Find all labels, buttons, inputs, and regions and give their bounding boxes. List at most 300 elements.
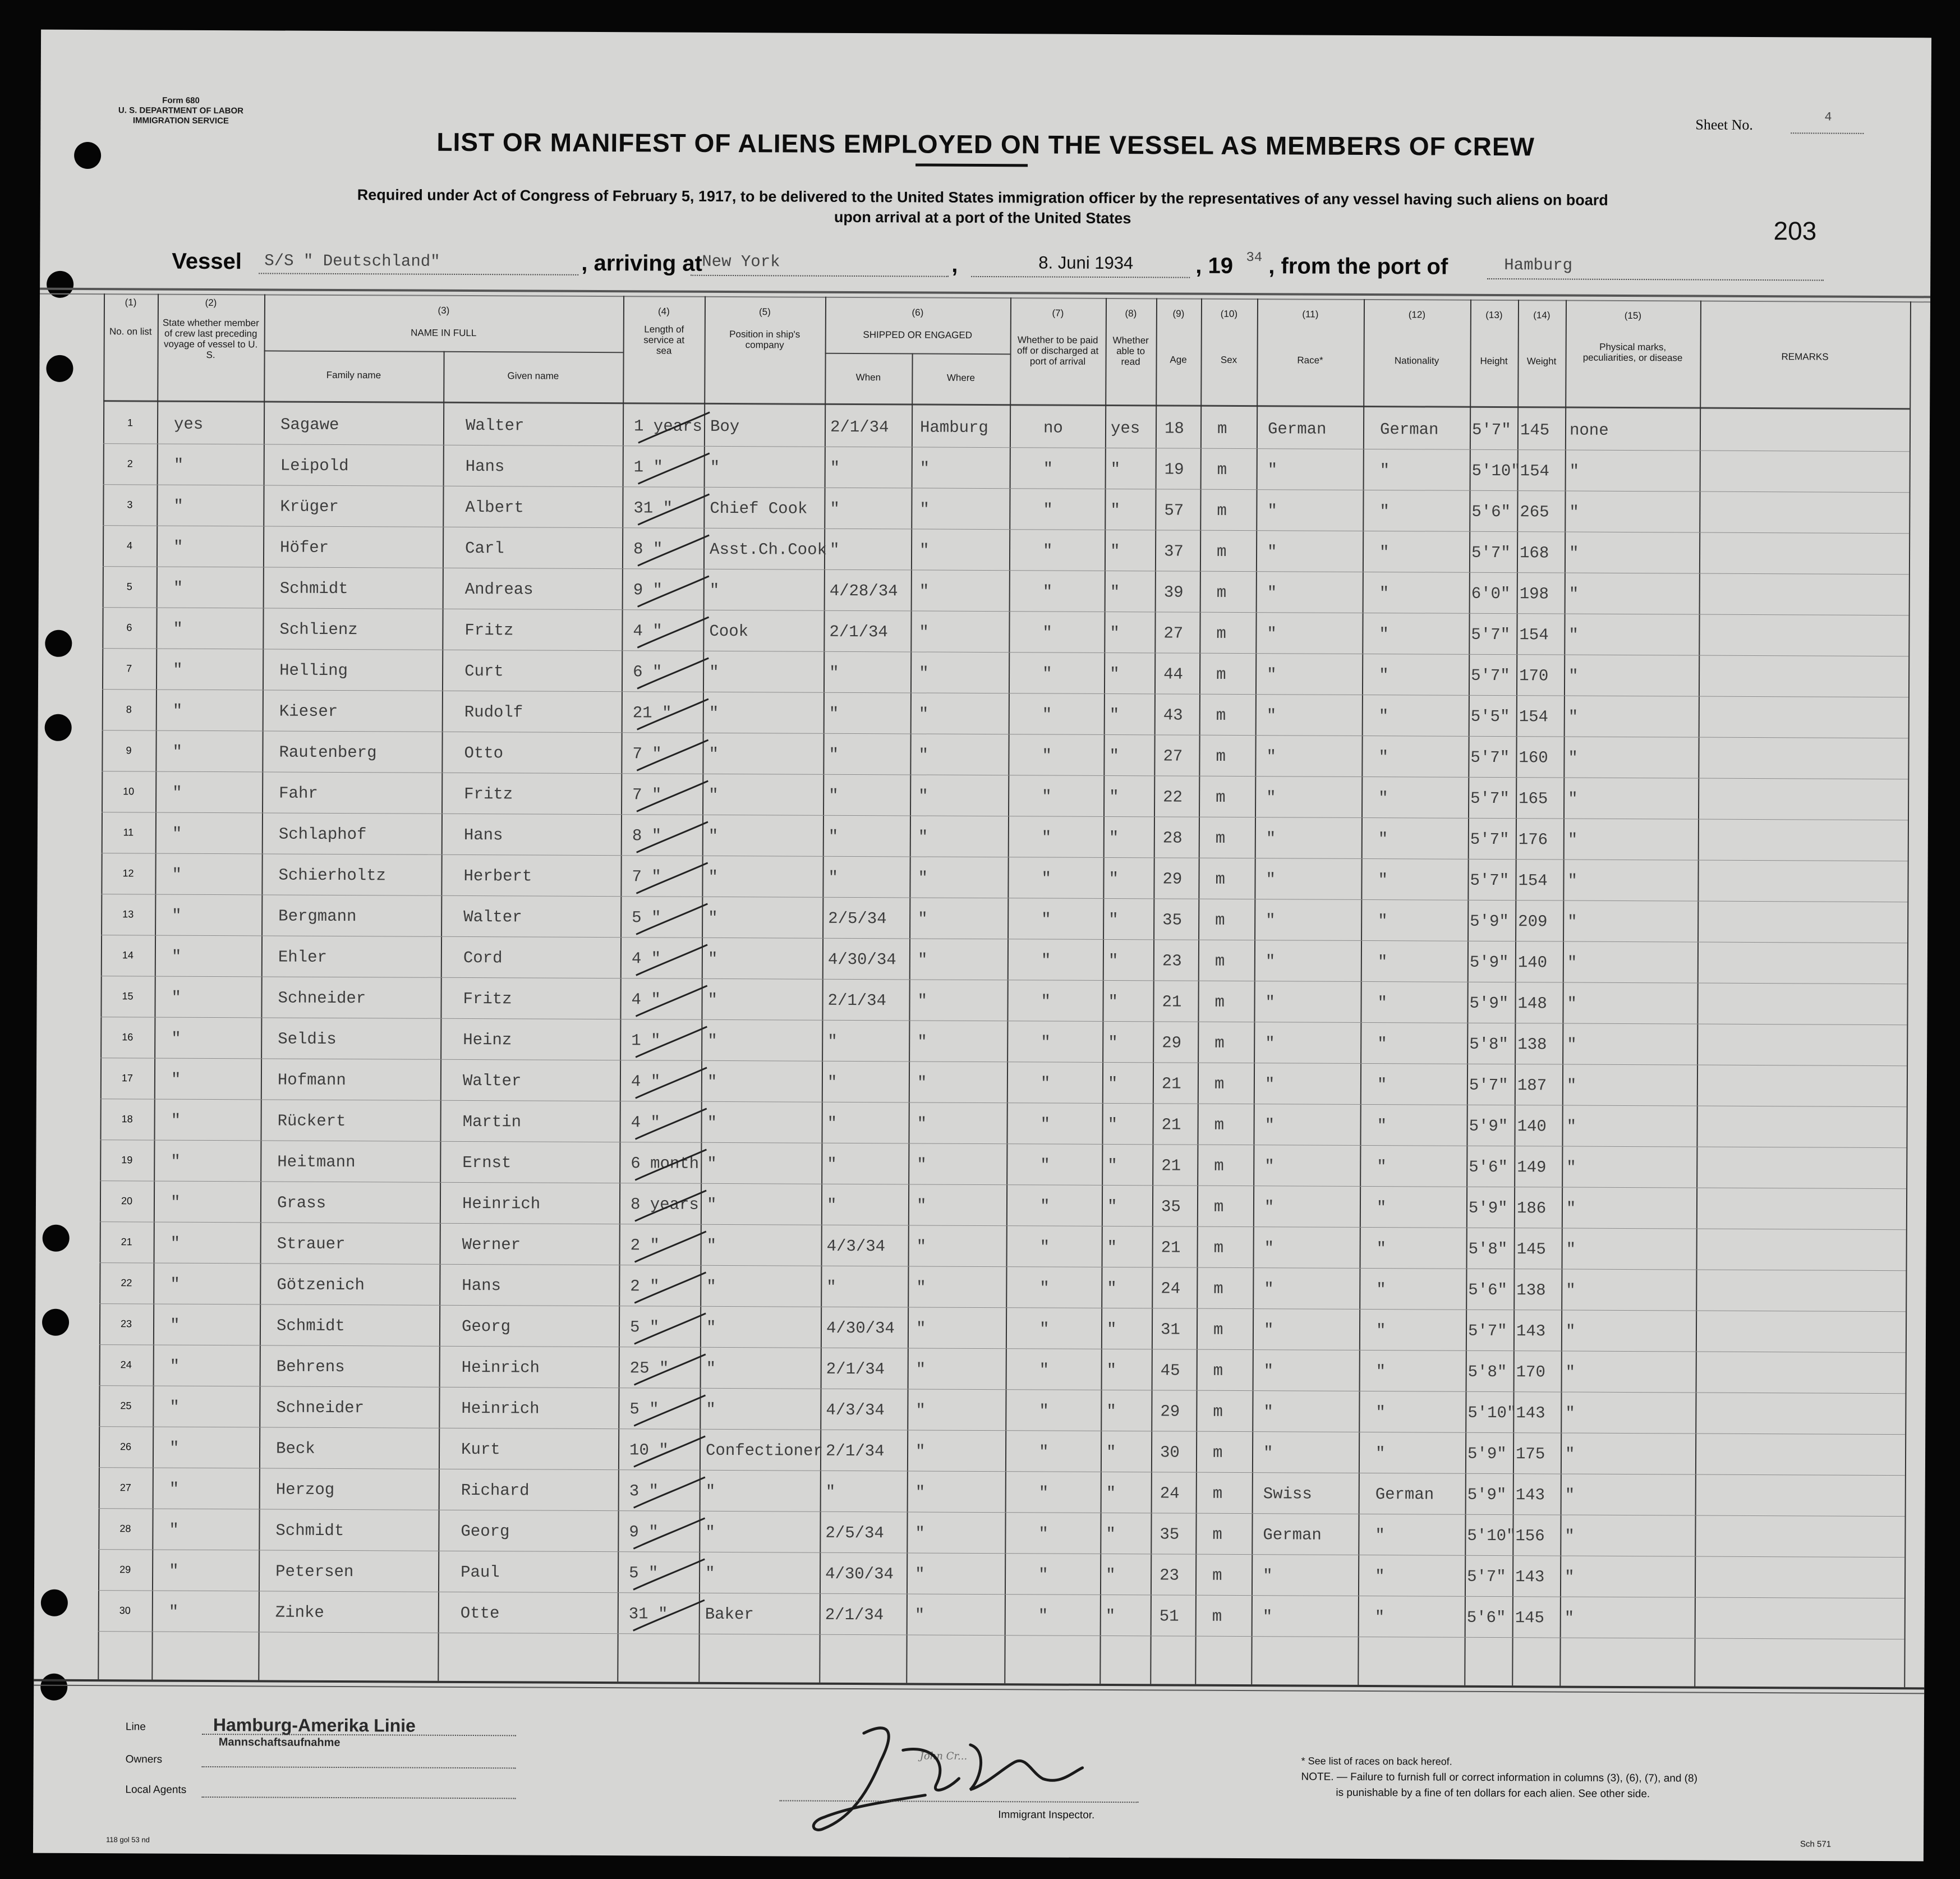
cell-service: 5 " [629, 1318, 660, 1337]
cell-family: Herzog [275, 1480, 335, 1499]
cell-age: 24 [1160, 1484, 1180, 1503]
agents-rule [201, 1797, 516, 1799]
cell-nat: " [1379, 584, 1390, 603]
cell-sex: m [1213, 1361, 1223, 1380]
cell-given: Hans [463, 825, 503, 845]
cell-service: 9 " [629, 1523, 659, 1542]
check-stroke [629, 1392, 708, 1432]
cell-position: " [707, 1113, 717, 1132]
cell-sex: m [1212, 1566, 1222, 1585]
cell-when: " [827, 1073, 838, 1092]
cell-weight: 156 [1515, 1527, 1545, 1546]
cell-prev: " [172, 742, 182, 761]
col-rule [1004, 297, 1011, 1683]
subtitle-line2: upon arrival at a port of the United States [834, 208, 1131, 227]
cell-given: Cord [463, 948, 503, 968]
cell-read: " [1110, 541, 1120, 561]
cell-sex: m [1214, 993, 1225, 1012]
cell-given: Curt [464, 661, 504, 681]
cell-paid: no [1043, 419, 1063, 438]
cell-service: 8 " [632, 826, 662, 846]
note-line2: is punishable by a fine of ten dollars for each alien. See other side. [1336, 1786, 1650, 1800]
col5-num: (5) [758, 306, 771, 318]
col-rule [1464, 300, 1471, 1685]
check-stroke [631, 1146, 709, 1186]
cell-where: " [915, 1442, 926, 1461]
cell-marks: " [1567, 953, 1577, 972]
row-number: 17 [121, 1072, 134, 1084]
row-number: 30 [119, 1605, 131, 1616]
cell-sex: m [1216, 665, 1226, 684]
cell-prev: " [170, 1193, 181, 1212]
cell-sex: m [1214, 1115, 1225, 1134]
cell-read: " [1108, 828, 1119, 848]
cell-weight: 165 [1519, 789, 1548, 808]
cell-marks: " [1568, 789, 1578, 808]
cell-weight: 143 [1516, 1404, 1545, 1423]
cell-prev: " [173, 578, 183, 598]
punch-hole [43, 1225, 70, 1252]
cell-marks: " [1567, 994, 1577, 1013]
col6-num: (6) [912, 307, 924, 318]
cell-nat: " [1378, 789, 1388, 808]
cell-nat: " [1375, 1403, 1386, 1422]
cell-where: " [918, 705, 929, 724]
cell-read: " [1106, 1483, 1116, 1503]
cell-family: Heitmann [277, 1152, 356, 1172]
cell-when: " [829, 745, 839, 764]
cell-paid: " [1042, 623, 1052, 642]
row-number: 27 [119, 1482, 131, 1494]
col5-label: Position in ship's company [729, 329, 800, 351]
cell-paid: " [1042, 705, 1052, 724]
cell-given: Carl [465, 539, 504, 558]
cell-age: 35 [1161, 1197, 1181, 1216]
cell-paid: " [1041, 828, 1052, 847]
cell-height: 5'9" [1467, 1444, 1507, 1464]
check-stroke [633, 696, 711, 736]
check-stroke [633, 655, 711, 695]
cell-position: " [708, 785, 719, 805]
cell-position: " [709, 581, 720, 600]
arriving-label: , arriving at [581, 250, 703, 276]
cell-height: 5'6" [1468, 1280, 1508, 1300]
col11-num: (11) [1302, 309, 1319, 320]
cell-when: " [829, 786, 839, 805]
check-stroke [633, 614, 711, 654]
punch-hole [46, 355, 73, 382]
cell-weight: 154 [1519, 626, 1549, 645]
cell-position: " [705, 1482, 716, 1501]
col1-label: No. on list [109, 326, 152, 337]
cell-marks: " [1566, 1076, 1577, 1095]
cell-when: 2/1/34 [825, 1441, 885, 1461]
cell-paid: " [1040, 1156, 1050, 1175]
cell-height: 5'10" [1467, 1526, 1516, 1546]
row-number: 10 [123, 785, 135, 797]
row-number: 9 [126, 745, 132, 756]
col6-where: Where [946, 372, 975, 383]
cell-when: 2/5/34 [828, 909, 887, 929]
cell-race: " [1267, 461, 1278, 480]
cell-marks: " [1568, 626, 1579, 645]
cell-height: 5'7" [1471, 625, 1511, 645]
row-number: 13 [122, 908, 134, 920]
cell-given: Walter [465, 416, 524, 435]
cell-sex: m [1216, 624, 1226, 643]
cell-age: 30 [1160, 1443, 1180, 1462]
col-rule [906, 353, 913, 1683]
cell-marks: " [1569, 503, 1579, 522]
cell-sex: m [1213, 1320, 1223, 1339]
cell-given: Martin [462, 1112, 522, 1132]
cell-when: 4/30/34 [827, 950, 896, 970]
cell-prev: " [169, 1357, 180, 1376]
cell-race: " [1264, 1198, 1275, 1217]
vessel-rule [259, 273, 578, 275]
col-rule [1099, 298, 1107, 1684]
cell-given: Albert [465, 498, 524, 517]
cell-paid: " [1038, 1483, 1049, 1503]
cell-position: " [708, 745, 719, 764]
cell-weight: 186 [1516, 1199, 1547, 1218]
row-rule [98, 1631, 1904, 1639]
cell-position: " [706, 1400, 716, 1419]
col2-label: State whether member of crew last preceding voyage of vessel to U. S. [162, 317, 259, 361]
cell-service: 5 " [632, 908, 661, 927]
cell-service: 4 " [631, 1113, 660, 1132]
cell-where: " [919, 623, 929, 642]
cell-paid: " [1041, 992, 1051, 1011]
col14-label: Weight [1526, 356, 1557, 367]
from-port-value: Hamburg [1504, 256, 1573, 275]
cell-race: " [1267, 665, 1277, 684]
cell-where: " [919, 664, 929, 683]
cell-age: 57 [1164, 501, 1184, 520]
form-dept: U. S. DEPARTMENT OF LABOR [118, 105, 244, 116]
row-rule [101, 935, 1907, 943]
cell-age: 27 [1163, 747, 1183, 766]
cell-position: " [705, 1564, 715, 1583]
cell-height: 5'7" [1470, 748, 1510, 768]
cell-prev: " [173, 660, 183, 679]
cell-weight: 138 [1517, 1035, 1547, 1054]
cell-position: " [710, 458, 720, 477]
cell-when: " [828, 827, 839, 846]
cell-sex: m [1216, 747, 1226, 766]
cell-sex: m [1213, 1238, 1224, 1257]
date-stamp: 8. Juni 1934 [1038, 252, 1134, 273]
cell-age: 45 [1160, 1361, 1180, 1380]
cell-weight: 154 [1518, 871, 1548, 890]
cell-race: " [1263, 1362, 1274, 1381]
cell-read: " [1108, 1033, 1118, 1053]
row-rule [102, 771, 1908, 779]
cell-read: " [1107, 1197, 1117, 1216]
cell-prev: " [169, 1480, 180, 1499]
signature-text: John Cr... [919, 1750, 968, 1762]
cell-family: Schlienz [279, 620, 358, 640]
cell-where: " [918, 787, 928, 806]
row-number: 29 [119, 1564, 131, 1575]
owners-rule [202, 1766, 516, 1768]
cell-prev: " [173, 619, 183, 638]
shipped-subheader-rule [825, 353, 1010, 355]
cell-nat: " [1377, 994, 1388, 1013]
cell-height: 5'9" [1469, 1117, 1508, 1136]
cell-nat: " [1378, 707, 1389, 726]
date-rule [971, 276, 1190, 278]
row-rule [102, 689, 1908, 697]
cell-sex: m [1217, 419, 1227, 438]
col-rule [1512, 300, 1519, 1685]
cell-nat: " [1377, 1035, 1387, 1054]
cell-service: 7 " [632, 745, 662, 764]
cell-nat: " [1379, 502, 1390, 521]
cell-nat: " [1375, 1321, 1386, 1340]
cell-family: Helling [279, 661, 348, 681]
cell-nat: German [1379, 420, 1439, 439]
row-rule [103, 525, 1909, 534]
check-stroke [633, 532, 712, 572]
cell-service: 7 " [632, 785, 662, 805]
col8-num: (8) [1125, 308, 1137, 319]
cell-family: Leipold [280, 456, 349, 476]
cell-read: " [1109, 787, 1119, 807]
cell-prev: " [171, 947, 182, 966]
row-rule [102, 853, 1908, 861]
cell-race: " [1265, 993, 1276, 1012]
row-number: 24 [120, 1359, 132, 1371]
cell-service: 10 " [629, 1441, 669, 1460]
cell-weight: 265 [1520, 503, 1549, 522]
cell-race: " [1266, 747, 1276, 766]
cell-where: " [914, 1606, 925, 1625]
cell-position: " [706, 1236, 717, 1255]
cell-height: 5'6" [1466, 1608, 1506, 1628]
cell-sex: m [1217, 460, 1227, 479]
cell-family: Grass [277, 1193, 326, 1212]
cell-read: " [1106, 1361, 1117, 1380]
cell-position: Confectioner [705, 1441, 823, 1460]
cell-where: " [918, 909, 928, 929]
cell-where: " [917, 950, 928, 970]
punch-hole [45, 714, 72, 741]
header-bottom-rule [103, 400, 1910, 410]
cell-age: 21 [1161, 1156, 1181, 1175]
cell-paid: " [1041, 910, 1051, 929]
col9-label: Age [1170, 354, 1187, 365]
cell-height: 5'5" [1470, 707, 1510, 727]
cell-sex: m [1212, 1607, 1222, 1626]
cell-service: 1 " [631, 1031, 661, 1050]
cell-weight: 160 [1519, 748, 1548, 768]
cell-sex: m [1213, 1279, 1223, 1298]
cell-where: " [919, 541, 930, 560]
cell-prev: " [171, 988, 182, 1007]
cell-paid: " [1040, 1115, 1051, 1134]
table-top-rule [40, 288, 1930, 298]
cell-service: 5 " [629, 1400, 659, 1419]
cell-nat: " [1379, 461, 1390, 480]
cell-given: Walter [462, 1071, 522, 1091]
cell-when: 4/30/34 [826, 1318, 895, 1338]
cell-where: " [919, 582, 930, 601]
col-rule [1150, 298, 1157, 1684]
cell-paid: " [1040, 1074, 1051, 1093]
col7-num: (7) [1052, 307, 1064, 319]
cell-height: 5'7" [1471, 543, 1511, 563]
cell-weight: 143 [1515, 1486, 1545, 1505]
row-rule [100, 1099, 1907, 1107]
cell-height: 5'8" [1469, 1035, 1508, 1054]
cell-read: " [1110, 460, 1121, 479]
cell-family: Zinke [275, 1603, 324, 1622]
print-code: 118 gol 53 nd [105, 1835, 150, 1844]
cell-given: Fritz [463, 989, 512, 1009]
cell-sex: m [1212, 1525, 1222, 1544]
table-bottom-rule [34, 1679, 1924, 1690]
cell-given: Fritz [464, 621, 514, 640]
row-number: 5 [126, 581, 132, 592]
cell-height: 5'9" [1469, 994, 1509, 1013]
cell-position: " [705, 1523, 715, 1542]
check-stroke [632, 860, 710, 899]
cell-marks: " [1565, 1404, 1575, 1423]
cell-given: Hans [465, 457, 505, 476]
cell-prev: " [173, 456, 184, 475]
check-stroke [629, 1474, 708, 1514]
row-rule [101, 894, 1907, 902]
cell-age: 51 [1159, 1607, 1179, 1626]
cell-race: " [1263, 1444, 1273, 1463]
cell-when: " [826, 1196, 837, 1215]
cell-read: " [1108, 869, 1119, 889]
cell-family: Strauer [277, 1234, 346, 1254]
page-title: LIST OR MANIFEST OF ALIENS EMPLOYED ON THE VESSEL AS MEMBERS OF CREW [436, 127, 1535, 162]
row-rule [100, 1221, 1906, 1230]
col12-num: (12) [1408, 309, 1426, 320]
cell-service: 3 " [629, 1482, 659, 1501]
punch-hole [45, 630, 72, 657]
row-rule [99, 1385, 1906, 1394]
cell-race: " [1267, 543, 1277, 562]
col13-num: (13) [1485, 309, 1503, 321]
cell-weight: 145 [1515, 1609, 1545, 1628]
cell-height: 5'10" [1471, 461, 1521, 481]
col10-num: (10) [1220, 308, 1238, 319]
cell-race: " [1267, 502, 1277, 521]
cell-marks: " [1566, 1199, 1576, 1218]
row-rule [99, 1467, 1905, 1476]
row-number: 14 [122, 949, 134, 961]
check-stroke [629, 1433, 708, 1473]
cell-position: " [707, 1154, 717, 1173]
cell-family: Schmidt [276, 1316, 345, 1336]
row-rule [100, 1017, 1907, 1025]
cell-marks: " [1568, 544, 1579, 563]
cell-position: " [709, 663, 719, 682]
title-rule [915, 163, 1028, 167]
cell-paid: " [1038, 1565, 1048, 1584]
cell-height: 5'9" [1468, 1198, 1508, 1218]
cell-when: " [827, 1114, 838, 1133]
cell-position: " [708, 826, 719, 846]
row-rule [102, 648, 1908, 656]
cell-race: " [1266, 911, 1276, 930]
subtitle-line1: Required under Act of Congress of February 5, 1917, to be delivered to the United States immigration officer by the representatives of any vessel having such aliens on board [357, 186, 1608, 209]
cell-service: 9 " [633, 581, 663, 600]
cell-weight: 198 [1519, 585, 1549, 604]
cell-age: 23 [1162, 952, 1182, 971]
col15-num: (15) [1624, 310, 1642, 321]
row-rule [100, 1180, 1906, 1189]
cell-nat: " [1375, 1526, 1385, 1545]
cell-read: " [1107, 1156, 1117, 1175]
row-rule [102, 812, 1908, 820]
row-rule [103, 607, 1909, 615]
arriving-rule [691, 275, 949, 277]
row-number: 12 [122, 867, 134, 879]
cell-position: Chief Cook [710, 499, 808, 518]
cell-race: " [1267, 624, 1277, 644]
cell-when: " [830, 540, 840, 559]
cell-weight: 175 [1515, 1445, 1545, 1464]
check-stroke [633, 573, 712, 613]
check-stroke [632, 901, 710, 940]
cell-service: 21 " [632, 704, 672, 723]
col3-family: Family name [326, 369, 381, 381]
cell-paid: " [1038, 1442, 1049, 1462]
col3-label: NAME IN FULL [411, 327, 477, 339]
cell-height: 5'8" [1468, 1239, 1508, 1259]
cell-position: " [708, 867, 719, 886]
row-number: 1 [127, 417, 134, 429]
cell-service: 4 " [633, 622, 662, 641]
cell-position: " [708, 908, 718, 927]
cell-nat: " [1377, 953, 1388, 972]
cell-nat: " [1378, 830, 1388, 849]
cell-nat: " [1379, 543, 1390, 562]
from-rule [1487, 278, 1824, 281]
cell-weight: 168 [1519, 544, 1549, 563]
col14-num: (14) [1533, 310, 1550, 321]
year-value: 34 [1246, 250, 1263, 266]
cell-nat: " [1378, 748, 1388, 767]
row-number: 23 [120, 1318, 132, 1330]
cell-sex: m [1214, 1156, 1224, 1175]
cell-nat: " [1374, 1608, 1385, 1627]
cell-height: 5'7" [1471, 420, 1511, 440]
cell-position: Boy [710, 417, 740, 437]
cell-race: " [1267, 584, 1277, 603]
col8-label: Whether able to read [1112, 335, 1149, 367]
cell-nat: " [1375, 1362, 1386, 1381]
col3-num: (3) [438, 305, 450, 316]
cell-nat: " [1379, 625, 1389, 644]
cell-marks: " [1567, 1035, 1577, 1054]
line-value: Hamburg-Amerika Linie [213, 1715, 416, 1736]
row-number: 26 [120, 1441, 132, 1453]
cell-height: 5'7" [1470, 789, 1510, 808]
col12-label: Nationality [1394, 355, 1439, 366]
cell-family: Kieser [279, 702, 338, 721]
cell-read: " [1106, 1565, 1116, 1585]
cell-position: Baker [705, 1605, 754, 1624]
cell-marks: " [1566, 1281, 1576, 1300]
cell-age: 19 [1164, 460, 1184, 479]
cell-race: German [1263, 1526, 1322, 1545]
